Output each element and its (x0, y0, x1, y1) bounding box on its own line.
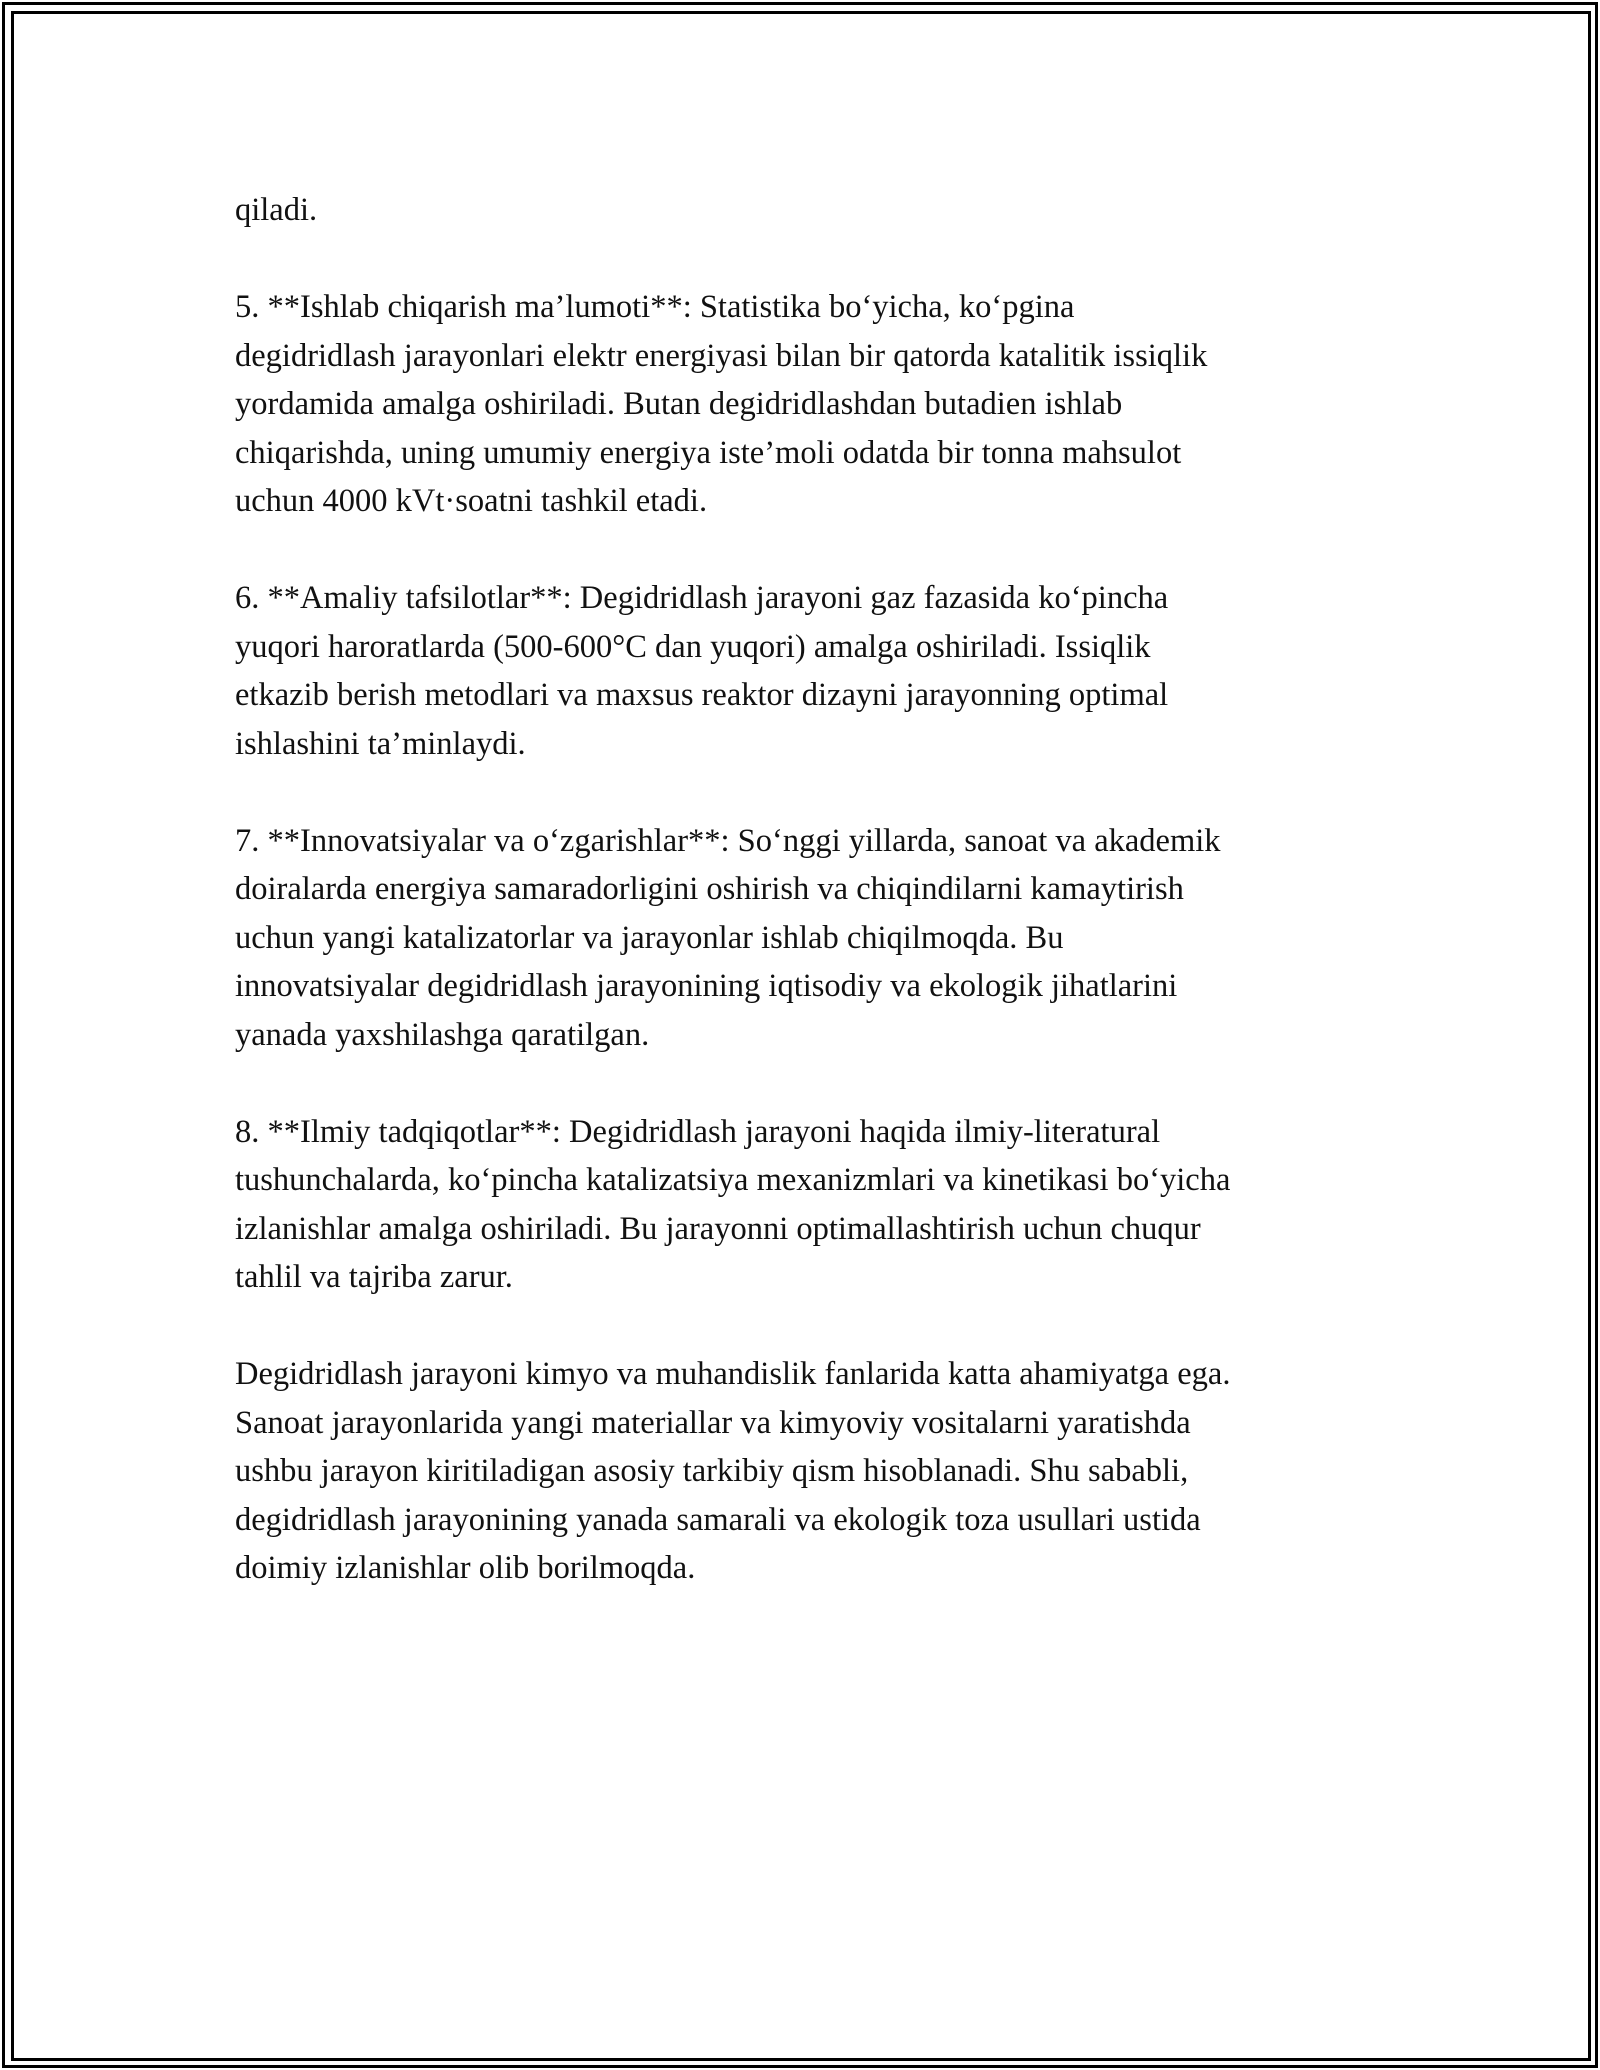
document-body (235, 186, 1405, 1641)
paragraph-practical-details: 6. **Amaliy tafsilotlar**: Degidridlash jarayoni gaz fazasida ko‘pincha yuqori haroratlarda (500-600°C dan yuqori) amalga oshiriladi. Issiqlik etkazib berish metodlari va maxsus reaktor dizayni jarayonning optimal ishlashini ta’minlaydi. (235, 580, 1169, 762)
paragraph-scientific-research: 8. **Ilmiy tadqiqotlar**: Degidridlash jarayoni haqida ilmiy-literatural tushunchalarda, ko‘pincha katalizatsiya mexanizmlari va kinetikasi bo‘yicha izlanishlar amalga oshiriladi. Bu jarayonni optimallashtirish uchun chuqur tahlil va tajriba zarur. (235, 1113, 1231, 1295)
paragraph-continuation: qiladi. (235, 192, 318, 228)
paragraph-innovations: 7. **Innovatsiyalar va o‘zgarishlar**: So‘nggi yillarda, sanoat va akademik doiralarda energiya samaradorligini oshirish va chiqindilarni kamaytirish uchun yangi katalizatorlar va jarayonlar ishlab chiqilmoqda. Bu innovatsiyalar degidridlash jarayonining iqtisodiy va ekologik jihatlarini yanada yaxshilashga qaratilgan. (235, 822, 1221, 1053)
paragraph-conclusion: Degidridlash jarayoni kimyo va muhandislik fanlarida katta ahamiyatga ega. Sanoat jarayonlarida yangi materiallar va kimyoviy vositalarni yaratishda ushbu jarayon kiritiladigan asosiy tarkibiy qism hisoblanadi. Shu sababli, degidridlash jarayonining yanada samarali va ekologik toza usullari ustida doimiy izlanishlar olib borilmoqda. (235, 1356, 1231, 1586)
paragraph-production-data: 5. **Ishlab chiqarish ma’lumoti**: Statistika bo‘yicha, ko‘pgina degidridlash jarayonlari elektr energiyasi bilan bir qatorda katalitik issiqlik yordamida amalga oshiriladi. Butan degidridlashdan butadien ishlab chiqarishda, uning umumiy energiya iste’moli odatda bir tonna mahsulot uchun 4000 kVt·soatni tashkil etadi. (235, 289, 1208, 519)
